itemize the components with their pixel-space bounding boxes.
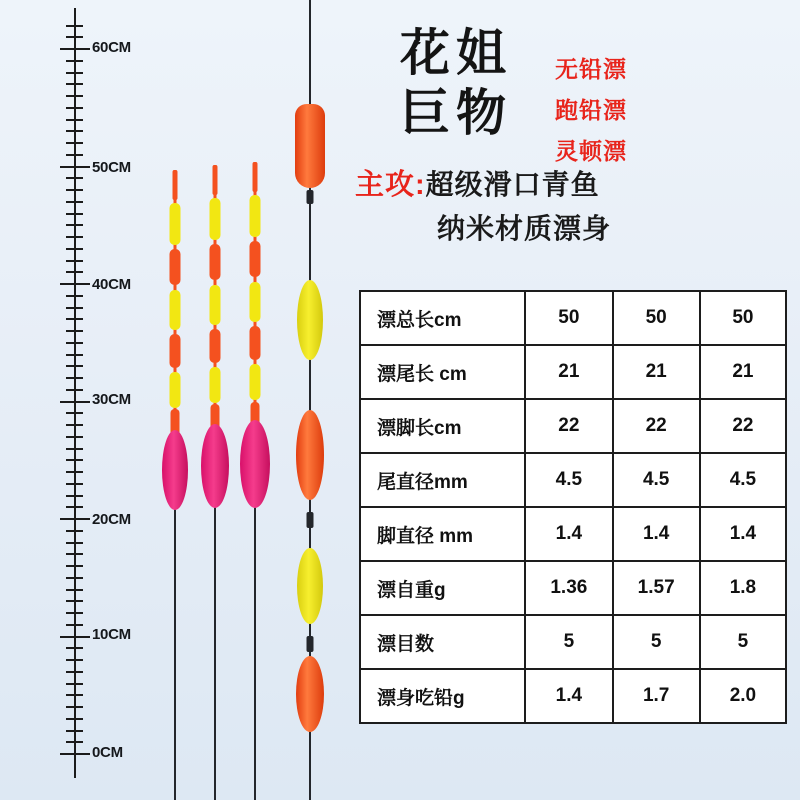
focus-label: 主攻: [355,169,426,201]
float-tail-segment [210,244,221,280]
ruler-tick-minor [66,565,83,567]
ruler-tick-minor [66,577,83,579]
spec-row-label: 脚直径 mm [360,507,525,561]
ruler-tick-minor [66,718,83,720]
float-body [201,424,229,508]
ruler-tick-minor [66,224,83,226]
ruler-tick-minor [66,83,83,85]
float-tail-segment [250,195,261,237]
ruler-tick-minor [66,354,83,356]
ruler-tick-minor [66,600,83,602]
spec-cell-value: 4.5 [700,453,786,507]
spec-cell-value: 1.8 [700,561,786,615]
ruler-tick-minor [66,389,83,391]
ruler-label-10: 10CM [92,626,131,643]
spec-cell-value: 22 [525,399,612,453]
ruler-tick-minor [66,706,83,708]
brand-block [360,18,800,164]
float-tail-segment [170,334,181,368]
spec-cell-value: 22 [700,399,786,453]
spec-row-label: 漂身吃铅g [360,669,525,723]
float-stem [174,470,176,800]
ruler-tick-minor [66,506,83,508]
float-body [162,430,188,510]
ruler-tick-minor [66,318,83,320]
focus-row-primary [355,163,800,207]
ruler-tick-major [60,283,90,285]
spec-row-label: 漂目数 [360,615,525,669]
ruler-tick-major [60,48,90,50]
ruler-tick-minor [66,189,83,191]
table-row [360,669,786,723]
ruler-tick-minor [66,213,83,215]
ruler-tick-minor [66,659,83,661]
ruler-tick-minor [66,119,83,121]
ruler-tick-minor [66,260,83,262]
ruler-tick-minor [66,683,83,685]
float-tail-segment [170,249,181,285]
ruler-tick-minor [66,330,83,332]
ruler-label-50: 50CM [92,159,131,176]
float-marker [307,190,314,204]
ruler-tick-minor [66,459,83,461]
ruler-tick-minor [66,25,83,27]
brand-name-line2: 巨物 [400,84,512,142]
focus-text-2: 纳米材质漂身 [437,213,612,244]
spec-cell-value: 1.57 [613,561,700,615]
spec-cell-value: 21 [613,345,700,399]
ruler-tick-minor [66,377,83,379]
table-row [360,399,786,453]
float-marker [307,636,314,652]
table-row [360,507,786,561]
spec-row-label: 漂脚长cm [360,399,525,453]
ruler-tick-minor [66,542,83,544]
ruler-tick-minor [66,448,83,450]
float-item-3 [238,155,272,800]
ruler-label-0: 0CM [92,744,123,761]
float-tail-segment [250,326,261,360]
float-tail-segment [170,203,181,245]
float-item-2 [198,160,232,800]
float-tail-segment [250,282,261,322]
ruler-tick-minor [66,624,83,626]
brand-name-line1: 花姐 [400,24,512,82]
ruler-tick-minor [66,647,83,649]
ruler-tick-minor [66,36,83,38]
ruler-tick-minor [66,295,83,297]
ruler-tick-major [60,401,90,403]
tagline-1: 无铅漂 [555,56,627,82]
specification-table-body [360,291,786,723]
ruler-tick-minor [66,612,83,614]
ruler-label-60: 60CM [92,39,131,56]
ruler-tick-minor [66,436,83,438]
spec-cell-value: 2.0 [700,669,786,723]
float-tail-segment [250,364,261,400]
focus-text-1: 超级滑口青鱼 [425,169,600,200]
ruler-tick-minor [66,424,83,426]
ruler-tick-minor [66,671,83,673]
ruler-tick-minor [66,248,83,250]
ruler-tick-minor [66,483,83,485]
spec-cell-value: 50 [613,291,700,345]
spec-cell-value: 21 [525,345,612,399]
focus-row-secondary [437,207,800,251]
ruler-tick-minor [66,589,83,591]
ruler-tick-minor [66,142,83,144]
tagline-2: 跑铅漂 [555,97,627,123]
float-marker [307,512,314,528]
focus-block [355,163,800,251]
ruler-tick-major [60,166,90,168]
spec-cell-value: 5 [700,615,786,669]
spec-row-label: 漂尾长 cm [360,345,525,399]
spec-cell-value: 50 [700,291,786,345]
spec-cell-value: 1.4 [613,507,700,561]
spec-row-label: 漂自重g [360,561,525,615]
spec-cell-value: 22 [613,399,700,453]
spec-cell-value: 1.4 [525,507,612,561]
float-body-mid-orange [296,410,324,500]
float-tail-segment [213,165,218,195]
ruler-tick-major [60,636,90,638]
spec-row-label: 漂总长cm [360,291,525,345]
table-row [360,561,786,615]
float-body-lower-yellow [297,548,323,624]
specification-table [359,290,787,724]
ruler-label-30: 30CM [92,391,131,408]
ruler-tick-minor [66,342,83,344]
float-tail-segment [210,329,221,363]
ruler-tick-minor [66,271,83,273]
float-body-upper [295,104,325,188]
spec-cell-value: 4.5 [525,453,612,507]
spec-cell-value: 4.5 [613,453,700,507]
ruler-tick-minor [66,201,83,203]
float-stem [254,470,256,800]
float-tail-segment [170,290,181,330]
ruler-tick-major [60,753,90,755]
spec-cell-value: 5 [525,615,612,669]
ruler-tick-minor [66,107,83,109]
spec-row-label: 尾直径mm [360,453,525,507]
ruler-tick-minor [66,495,83,497]
ruler-tick-minor [66,307,83,309]
float-tail-segment [210,198,221,240]
float-tail-segment [253,162,258,192]
spec-cell-value: 1.4 [700,507,786,561]
table-row [360,291,786,345]
ruler-tick-minor [66,530,83,532]
spec-cell-value: 1.36 [525,561,612,615]
ruler-tick-minor [66,471,83,473]
float-tail-segment [250,241,261,277]
spec-cell-value: 5 [613,615,700,669]
spec-cell-value: 50 [525,291,612,345]
table-row [360,345,786,399]
spec-cell-value: 21 [700,345,786,399]
float-illustrations [140,0,340,800]
ruler-label-40: 40CM [92,276,131,293]
float-stem [214,470,216,800]
ruler-tick-minor [66,95,83,97]
ruler-tick-minor [66,60,83,62]
ruler-tick-minor [66,412,83,414]
info-panel [345,0,800,800]
ruler-tick-minor [66,177,83,179]
float-item-4 [290,0,330,800]
ruler-tick-minor [66,154,83,156]
ruler-tick-major [60,518,90,520]
ruler-tick-minor [66,741,83,743]
table-row [360,453,786,507]
float-tail-segment [210,285,221,325]
ruler-tick-minor [66,236,83,238]
float-tail-segment [210,367,221,403]
float-tail-segment [173,170,178,200]
ruler-tick-minor [66,130,83,132]
ruler-tick-minor [66,365,83,367]
tagline-3: 灵顿漂 [555,138,627,164]
float-tail-segment [170,372,181,408]
ruler-tick-minor [66,72,83,74]
float-body [240,420,270,508]
float-item-1 [158,170,192,800]
spec-cell-value: 1.7 [613,669,700,723]
table-row [360,615,786,669]
ruler [0,0,150,800]
ruler-label-20: 20CM [92,511,131,528]
ruler-axis [74,8,76,778]
ruler-tick-minor [66,553,83,555]
float-body-bottom-orange [296,656,324,732]
ruler-tick-minor [66,730,83,732]
spec-cell-value: 1.4 [525,669,612,723]
float-body-mid-yellow [297,280,323,360]
ruler-tick-minor [66,694,83,696]
